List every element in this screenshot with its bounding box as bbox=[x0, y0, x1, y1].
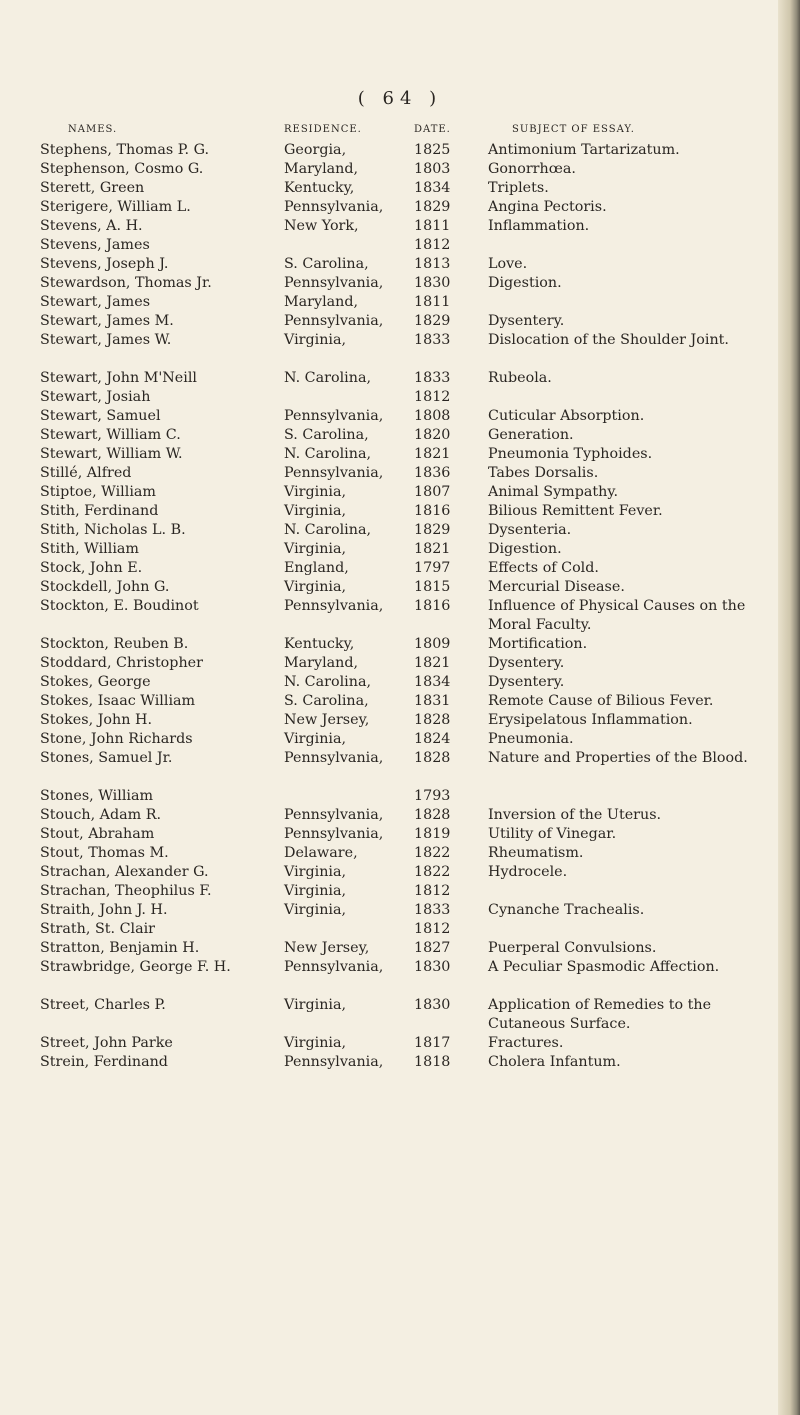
entry-name: Stevens, A. H. bbox=[40, 218, 143, 234]
entry-subject: Digestion. bbox=[488, 541, 562, 557]
entry-residence: Pennsylvania, bbox=[284, 598, 384, 614]
entry-date: 1824 bbox=[414, 731, 451, 747]
entry-subject: Mercurial Disease. bbox=[488, 579, 625, 595]
table-row bbox=[0, 274, 800, 293]
entry-date: 1808 bbox=[414, 408, 451, 424]
entry-name: Strawbridge, George F. H. bbox=[40, 959, 231, 975]
table-row bbox=[0, 426, 800, 445]
entry-name: Stout, Abraham bbox=[40, 826, 155, 842]
entry-subject: Effects of Cold. bbox=[488, 560, 599, 576]
entry-subject: Cholera Infantum. bbox=[488, 1054, 621, 1070]
entry-date: 1815 bbox=[414, 579, 451, 595]
entry-date: 1828 bbox=[414, 750, 451, 766]
entry-name: Stewardson, Thomas Jr. bbox=[40, 275, 212, 291]
entry-name: Stratton, Benjamin H. bbox=[40, 940, 200, 956]
entry-name: Stith, Nicholas L. B. bbox=[40, 522, 186, 538]
entry-date: 1830 bbox=[414, 997, 451, 1013]
entry-name: Stewart, William W. bbox=[40, 446, 183, 462]
entry-date: 1829 bbox=[414, 313, 451, 329]
entry-residence: Virginia, bbox=[284, 332, 347, 348]
table-row bbox=[0, 502, 800, 521]
entry-residence: Georgia, bbox=[284, 142, 347, 158]
entry-residence: Pennsylvania, bbox=[284, 1054, 384, 1070]
entry-date: 1819 bbox=[414, 826, 451, 842]
entry-subject: Cynanche Trachealis. bbox=[488, 902, 645, 918]
entry-subject: Nature and Properties of the Blood. bbox=[488, 750, 748, 766]
table-row bbox=[0, 844, 800, 863]
table-row bbox=[0, 996, 800, 1034]
table-row bbox=[0, 920, 800, 939]
entry-date: 1812 bbox=[414, 237, 451, 253]
entry-date: 1793 bbox=[414, 788, 451, 804]
entry-name: Stones, Samuel Jr. bbox=[40, 750, 173, 766]
entry-date: 1822 bbox=[414, 845, 451, 861]
entry-date: 1811 bbox=[414, 294, 451, 310]
entry-subject: Pneumonia. bbox=[488, 731, 574, 747]
entry-subject: Utility of Vinegar. bbox=[488, 826, 617, 842]
table-row bbox=[0, 312, 800, 331]
entry-residence: N. Carolina, bbox=[284, 674, 372, 690]
entry-date: 1809 bbox=[414, 636, 451, 652]
entry-residence: Maryland, bbox=[284, 655, 359, 671]
entry-subject: Mortification. bbox=[488, 636, 588, 652]
entry-subject: Angina Pectoris. bbox=[488, 199, 607, 215]
entry-name: Stiptoe, William bbox=[40, 484, 156, 500]
entry-subject: Antimonium Tartarizatum. bbox=[488, 142, 680, 158]
entry-name: Sterigere, William L. bbox=[40, 199, 191, 215]
entry-date: 1816 bbox=[414, 598, 451, 614]
table-row bbox=[0, 141, 800, 160]
entry-subject: Gonorrhœa. bbox=[488, 161, 576, 177]
entry-residence: Virginia, bbox=[284, 1035, 347, 1051]
entry-name: Stith, Ferdinand bbox=[40, 503, 159, 519]
entry-name: Stewart, James bbox=[40, 294, 151, 310]
entry-residence: Virginia, bbox=[284, 579, 347, 595]
entry-name: Stewart, James W. bbox=[40, 332, 172, 348]
entry-residence: N. Carolina, bbox=[284, 370, 372, 386]
entry-residence: Virginia, bbox=[284, 731, 347, 747]
table-row bbox=[0, 559, 800, 578]
entry-subject: Dysentery. bbox=[488, 313, 565, 329]
entry-name: Stewart, Samuel bbox=[40, 408, 161, 424]
entry-subject: Dysentery. bbox=[488, 674, 565, 690]
table-row bbox=[0, 179, 800, 198]
entry-date: 1821 bbox=[414, 446, 451, 462]
table-row bbox=[0, 654, 800, 673]
entry-residence: Virginia, bbox=[284, 883, 347, 899]
entry-residence: Virginia, bbox=[284, 484, 347, 500]
entry-subject: Application of Remedies to the Cutaneous Surface. bbox=[488, 997, 712, 1032]
entry-name: Stockton, E. Boudinot bbox=[40, 598, 199, 614]
entry-date: 1833 bbox=[414, 370, 451, 386]
entry-name: Stewart, Josiah bbox=[40, 389, 151, 405]
entry-residence: Pennsylvania, bbox=[284, 826, 384, 842]
entry-residence: Pennsylvania, bbox=[284, 465, 384, 481]
entry-date: 1812 bbox=[414, 883, 451, 899]
entry-date: 1830 bbox=[414, 275, 451, 291]
entry-name: Stewart, John M'Neill bbox=[40, 370, 197, 386]
entry-name: Stokes, George bbox=[40, 674, 151, 690]
entry-residence: New Jersey, bbox=[284, 712, 370, 728]
entry-subject: Triplets. bbox=[488, 180, 549, 196]
entry-residence: Virginia, bbox=[284, 997, 347, 1013]
entry-subject: Love. bbox=[488, 256, 528, 272]
entry-residence: S. Carolina, bbox=[284, 693, 369, 709]
table-row bbox=[0, 540, 800, 559]
entry-subject: Pneumonia Typhoides. bbox=[488, 446, 653, 462]
header-residence: RESIDENCE. bbox=[284, 124, 362, 135]
entry-date: 1831 bbox=[414, 693, 451, 709]
entry-residence: Virginia, bbox=[284, 541, 347, 557]
entry-residence: N. Carolina, bbox=[284, 522, 372, 538]
table-row bbox=[0, 331, 800, 369]
entry-name: Strachan, Alexander G. bbox=[40, 864, 209, 880]
entry-name: Stokes, Isaac William bbox=[40, 693, 196, 709]
entry-date: 1811 bbox=[414, 218, 451, 234]
entry-name: Stokes, John H. bbox=[40, 712, 153, 728]
entry-subject: Inflammation. bbox=[488, 218, 590, 234]
entry-date: 1825 bbox=[414, 142, 451, 158]
entry-name: Stockton, Reuben B. bbox=[40, 636, 189, 652]
table-row bbox=[0, 939, 800, 958]
table-row bbox=[0, 578, 800, 597]
entry-date: 1812 bbox=[414, 389, 451, 405]
table-row bbox=[0, 597, 800, 635]
entry-name: Stones, William bbox=[40, 788, 154, 804]
entry-name: Strachan, Theophilus F. bbox=[40, 883, 212, 899]
entry-name: Stephens, Thomas P. G. bbox=[40, 142, 210, 158]
entry-subject: Hydrocele. bbox=[488, 864, 568, 880]
entry-subject: Fractures. bbox=[488, 1035, 564, 1051]
entry-subject: Animal Sympathy. bbox=[488, 484, 619, 500]
entry-subject: Dysentery. bbox=[488, 655, 565, 671]
entry-name: Stewart, William C. bbox=[40, 427, 181, 443]
entry-subject: Puerperal Convulsions. bbox=[488, 940, 657, 956]
entry-date: 1813 bbox=[414, 256, 451, 272]
entry-residence: Kentucky, bbox=[284, 636, 355, 652]
column-headers bbox=[0, 124, 800, 138]
entry-residence: Kentucky, bbox=[284, 180, 355, 196]
table-row bbox=[0, 635, 800, 654]
entry-name: Street, Charles P. bbox=[40, 997, 166, 1013]
page-number: ( 64 ) bbox=[357, 88, 443, 109]
table-row bbox=[0, 483, 800, 502]
table-row bbox=[0, 673, 800, 692]
table-row bbox=[0, 388, 800, 407]
entry-date: 1827 bbox=[414, 940, 451, 956]
table-row bbox=[0, 711, 800, 730]
entry-name: Stevens, James bbox=[40, 237, 150, 253]
table-row bbox=[0, 445, 800, 464]
entry-date: 1828 bbox=[414, 712, 451, 728]
table-row bbox=[0, 255, 800, 274]
entry-date: 1807 bbox=[414, 484, 451, 500]
entry-subject: Generation. bbox=[488, 427, 574, 443]
entry-residence: New Jersey, bbox=[284, 940, 370, 956]
table-row bbox=[0, 1053, 800, 1072]
entry-residence: New York, bbox=[284, 218, 359, 234]
entry-date: 1833 bbox=[414, 332, 451, 348]
entry-date: 1829 bbox=[414, 199, 451, 215]
table-row bbox=[0, 882, 800, 901]
entry-residence: Pennsylvania, bbox=[284, 275, 384, 291]
header-names: NAMES. bbox=[68, 124, 118, 135]
table-row bbox=[0, 901, 800, 920]
entry-residence: Pennsylvania, bbox=[284, 408, 384, 424]
entry-date: 1821 bbox=[414, 541, 451, 557]
entry-name: Sterett, Green bbox=[40, 180, 145, 196]
entry-subject: Dysenteria. bbox=[488, 522, 572, 538]
entry-name: Stephenson, Cosmo G. bbox=[40, 161, 204, 177]
entry-subject: Influence of Physical Causes on the Moral Faculty. bbox=[488, 598, 746, 633]
entry-subject: Tabes Dorsalis. bbox=[488, 465, 599, 481]
entry-residence: Pennsylvania, bbox=[284, 750, 384, 766]
entry-name: Stith, William bbox=[40, 541, 139, 557]
entry-date: 1817 bbox=[414, 1035, 451, 1051]
table-row bbox=[0, 730, 800, 749]
table-row bbox=[0, 198, 800, 217]
entry-residence: Pennsylvania, bbox=[284, 313, 384, 329]
entry-residence: Virginia, bbox=[284, 503, 347, 519]
entry-residence: N. Carolina, bbox=[284, 446, 372, 462]
entry-date: 1822 bbox=[414, 864, 451, 880]
table-row bbox=[0, 863, 800, 882]
entry-date: 1830 bbox=[414, 959, 451, 975]
entry-residence: Virginia, bbox=[284, 902, 347, 918]
entry-subject: Erysipelatous Inflammation. bbox=[488, 712, 693, 728]
entry-residence: Pennsylvania, bbox=[284, 807, 384, 823]
entry-residence: S. Carolina, bbox=[284, 427, 369, 443]
header-subject: SUBJECT OF ESSAY. bbox=[512, 124, 635, 135]
entry-date: 1816 bbox=[414, 503, 451, 519]
entry-name: Strath, St. Clair bbox=[40, 921, 156, 937]
table-row bbox=[0, 236, 800, 255]
entry-date: 1812 bbox=[414, 921, 451, 937]
entry-subject: Dislocation of the Shoulder Joint. bbox=[488, 332, 729, 348]
entry-name: Street, John Parke bbox=[40, 1035, 173, 1051]
entry-date: 1833 bbox=[414, 902, 451, 918]
entry-name: Stout, Thomas M. bbox=[40, 845, 169, 861]
entry-name: Stillé, Alfred bbox=[40, 465, 132, 481]
header-date: DATE. bbox=[414, 124, 451, 135]
table-row bbox=[0, 806, 800, 825]
entry-name: Stouch, Adam R. bbox=[40, 807, 162, 823]
entry-subject: Bilious Remittent Fever. bbox=[488, 503, 663, 519]
entry-subject: A Peculiar Spasmodic Affection. bbox=[488, 959, 720, 975]
entry-name: Strein, Ferdinand bbox=[40, 1054, 168, 1070]
entry-subject: Remote Cause of Bilious Fever. bbox=[488, 693, 714, 709]
table-row bbox=[0, 293, 800, 312]
table-row bbox=[0, 407, 800, 426]
entry-residence: Pennsylvania, bbox=[284, 199, 384, 215]
entry-date: 1828 bbox=[414, 807, 451, 823]
table-row bbox=[0, 521, 800, 540]
entry-date: 1803 bbox=[414, 161, 451, 177]
entry-subject: Digestion. bbox=[488, 275, 562, 291]
entry-date: 1834 bbox=[414, 674, 451, 690]
entry-date: 1818 bbox=[414, 1054, 451, 1070]
entry-residence: Virginia, bbox=[284, 864, 347, 880]
entry-date: 1836 bbox=[414, 465, 451, 481]
table-row bbox=[0, 749, 800, 787]
table-row bbox=[0, 787, 800, 806]
entry-name: Stone, John Richards bbox=[40, 731, 193, 747]
entry-residence: Delaware, bbox=[284, 845, 358, 861]
table-row bbox=[0, 958, 800, 996]
entry-residence: Pennsylvania, bbox=[284, 959, 384, 975]
table-row bbox=[0, 217, 800, 236]
table-row bbox=[0, 692, 800, 711]
table-row bbox=[0, 369, 800, 388]
entry-residence: Maryland, bbox=[284, 161, 359, 177]
entry-name: Stevens, Joseph J. bbox=[40, 256, 169, 272]
entry-date: 1829 bbox=[414, 522, 451, 538]
entry-subject: Cuticular Absorption. bbox=[488, 408, 645, 424]
entry-subject: Rheumatism. bbox=[488, 845, 584, 861]
table-row bbox=[0, 160, 800, 179]
entry-date: 1821 bbox=[414, 655, 451, 671]
entry-name: Stockdell, John G. bbox=[40, 579, 170, 595]
entry-name: Straith, John J. H. bbox=[40, 902, 168, 918]
entry-date: 1820 bbox=[414, 427, 451, 443]
entry-residence: England, bbox=[284, 560, 349, 576]
entry-residence: Maryland, bbox=[284, 294, 359, 310]
table-row bbox=[0, 825, 800, 844]
entry-name: Stewart, James M. bbox=[40, 313, 174, 329]
entry-subject: Inversion of the Uterus. bbox=[488, 807, 662, 823]
entry-name: Stock, John E. bbox=[40, 560, 143, 576]
table-row bbox=[0, 1034, 800, 1053]
entry-date: 1834 bbox=[414, 180, 451, 196]
entries-list bbox=[0, 141, 800, 1072]
entry-name: Stoddard, Christopher bbox=[40, 655, 203, 671]
entry-date: 1797 bbox=[414, 560, 451, 576]
entry-residence: S. Carolina, bbox=[284, 256, 369, 272]
table-row bbox=[0, 464, 800, 483]
entry-subject: Rubeola. bbox=[488, 370, 552, 386]
